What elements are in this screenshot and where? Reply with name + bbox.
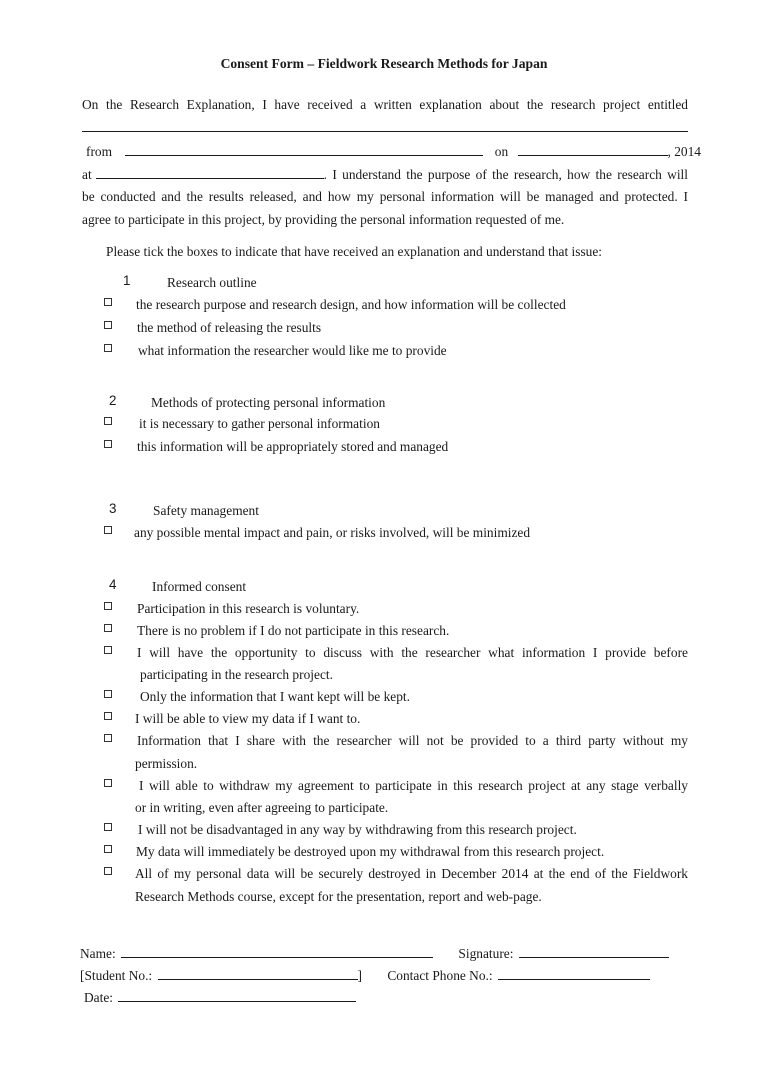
date-blank[interactable]	[518, 144, 668, 156]
checkbox-icon	[104, 845, 112, 853]
section-4-item-1: Participation in this research is voluntary.	[137, 601, 360, 616]
section-3-heading: Safety management	[153, 503, 259, 518]
form-title: Consent Form – Fieldwork Research Methods for Japan	[220, 56, 548, 71]
section-4-item-6-cont: permission.	[135, 756, 198, 771]
from-blank[interactable]	[125, 144, 483, 156]
checkbox-1-1[interactable]	[104, 298, 112, 306]
signature-field[interactable]	[519, 946, 669, 958]
section-4-item-6: Information that I share with the researcher will not be provided to a third party without my	[137, 733, 688, 748]
checkbox-4-1[interactable]	[104, 602, 112, 610]
checkbox-4-3[interactable]	[104, 646, 112, 654]
instruction-text: Please tick the boxes to indicate that have received an explanation and understand that issue:	[106, 244, 603, 259]
section-4-number: 4	[109, 577, 117, 592]
section-4-heading: Informed consent	[152, 579, 247, 594]
section-4-item-5: I will be able to view my data if I want to.	[135, 711, 361, 726]
date-field[interactable]	[118, 990, 356, 1002]
checkbox-4-7[interactable]	[104, 779, 112, 787]
checkbox-icon	[104, 526, 112, 534]
checkbox-icon	[104, 646, 112, 654]
intro-line-3	[82, 167, 688, 181]
section-3-item-1: any possible mental impact and pain, or risks involved, will be minimized	[134, 525, 531, 540]
section-3-number: 3	[109, 501, 117, 516]
contact-phone-label: Contact Phone No.:	[387, 968, 493, 983]
section-4-item-8: I will not be disadvantaged in any way by withdrawing from this research project.	[138, 822, 577, 837]
checkbox-icon	[104, 344, 112, 352]
intro-line-3-rest: . I understand the purpose of the research, how the research will	[323, 167, 688, 182]
checkbox-4-10[interactable]	[104, 867, 112, 875]
checkbox-icon	[104, 823, 112, 831]
section-4-item-4: Only the information that I want kept will be kept.	[140, 689, 410, 704]
checkbox-icon	[104, 417, 112, 425]
date-row	[84, 990, 356, 1004]
intro-line-4: be conducted and the results released, and how my personal information will be managed and protected. I	[82, 189, 688, 204]
student-no-label: [Student No.:	[80, 968, 153, 983]
name-field[interactable]	[121, 946, 433, 958]
checkbox-icon	[104, 690, 112, 698]
intro-line-5: agree to participate in this project, by providing the personal information requested of me.	[82, 212, 565, 227]
section-4-item-9: My data will immediately be destroyed upon my withdrawal from this research project.	[136, 844, 605, 859]
project-title-blank[interactable]	[82, 131, 688, 132]
section-4-item-3: I will have the opportunity to discuss with the researcher what information I provide before	[137, 645, 688, 660]
checkbox-1-2[interactable]	[104, 321, 112, 329]
at-blank[interactable]	[96, 167, 324, 179]
checkbox-icon	[104, 440, 112, 448]
checkbox-4-5[interactable]	[104, 712, 112, 720]
date-label: Date:	[84, 990, 113, 1005]
on-label: on	[494, 144, 509, 159]
checkbox-icon	[104, 734, 112, 742]
checkbox-3-1[interactable]	[104, 526, 112, 534]
section-4-item-10: All of my personal data will be securely destroyed in December 2014 at the end of the Fieldwork	[135, 866, 688, 881]
section-1-heading: Research outline	[167, 275, 257, 290]
student-no-field[interactable]	[158, 968, 358, 980]
section-2-heading: Methods of protecting personal information	[151, 395, 386, 410]
checkbox-2-1[interactable]	[104, 417, 112, 425]
section-1-number: 1	[123, 273, 131, 288]
checkbox-icon	[104, 602, 112, 610]
checkbox-4-2[interactable]	[104, 624, 112, 632]
checkbox-4-4[interactable]	[104, 690, 112, 698]
section-4-item-2: There is no problem if I do not participate in this research.	[137, 623, 450, 638]
checkbox-icon	[104, 298, 112, 306]
section-4-item-10-cont: Research Methods course, except for the presentation, report and web-page.	[135, 889, 542, 904]
intro-line-1: On the Research Explanation, I have received a written explanation about the research project entitled	[82, 97, 688, 112]
checkbox-icon	[104, 779, 112, 787]
name-row	[80, 946, 669, 960]
checkbox-4-6[interactable]	[104, 734, 112, 742]
section-1-item-1: the research purpose and research design, and how information will be collected	[136, 297, 566, 312]
section-2-item-2: this information will be appropriately stored and managed	[137, 439, 449, 454]
checkbox-4-9[interactable]	[104, 845, 112, 853]
section-1-item-3: what information the researcher would like me to provide	[138, 343, 447, 358]
section-4-item-3-cont: participating in the research project.	[140, 667, 333, 682]
year-text: , 2014	[667, 144, 701, 159]
section-4-item-7: I will able to withdraw my agreement to participate in this research project at any stage verbally	[139, 778, 688, 793]
section-1-item-2: the method of releasing the results	[137, 320, 322, 335]
intro-line-2	[86, 144, 701, 158]
checkbox-4-8[interactable]	[104, 823, 112, 831]
signature-label: Signature:	[458, 946, 514, 961]
name-label: Name:	[80, 946, 116, 961]
student-no-close: ]	[357, 968, 362, 983]
student-row	[80, 968, 650, 982]
from-label: from	[86, 144, 113, 159]
at-label: at	[82, 167, 92, 182]
checkbox-2-2[interactable]	[104, 440, 112, 448]
section-4-item-7-cont: or in writing, even after agreeing to participate.	[135, 800, 389, 815]
checkbox-icon	[104, 867, 112, 875]
section-2-number: 2	[109, 393, 117, 408]
contact-phone-field[interactable]	[498, 968, 650, 980]
checkbox-icon	[104, 321, 112, 329]
checkbox-1-3[interactable]	[104, 344, 112, 352]
section-2-item-1: it is necessary to gather personal information	[139, 416, 380, 431]
checkbox-icon	[104, 624, 112, 632]
checkbox-icon	[104, 712, 112, 720]
